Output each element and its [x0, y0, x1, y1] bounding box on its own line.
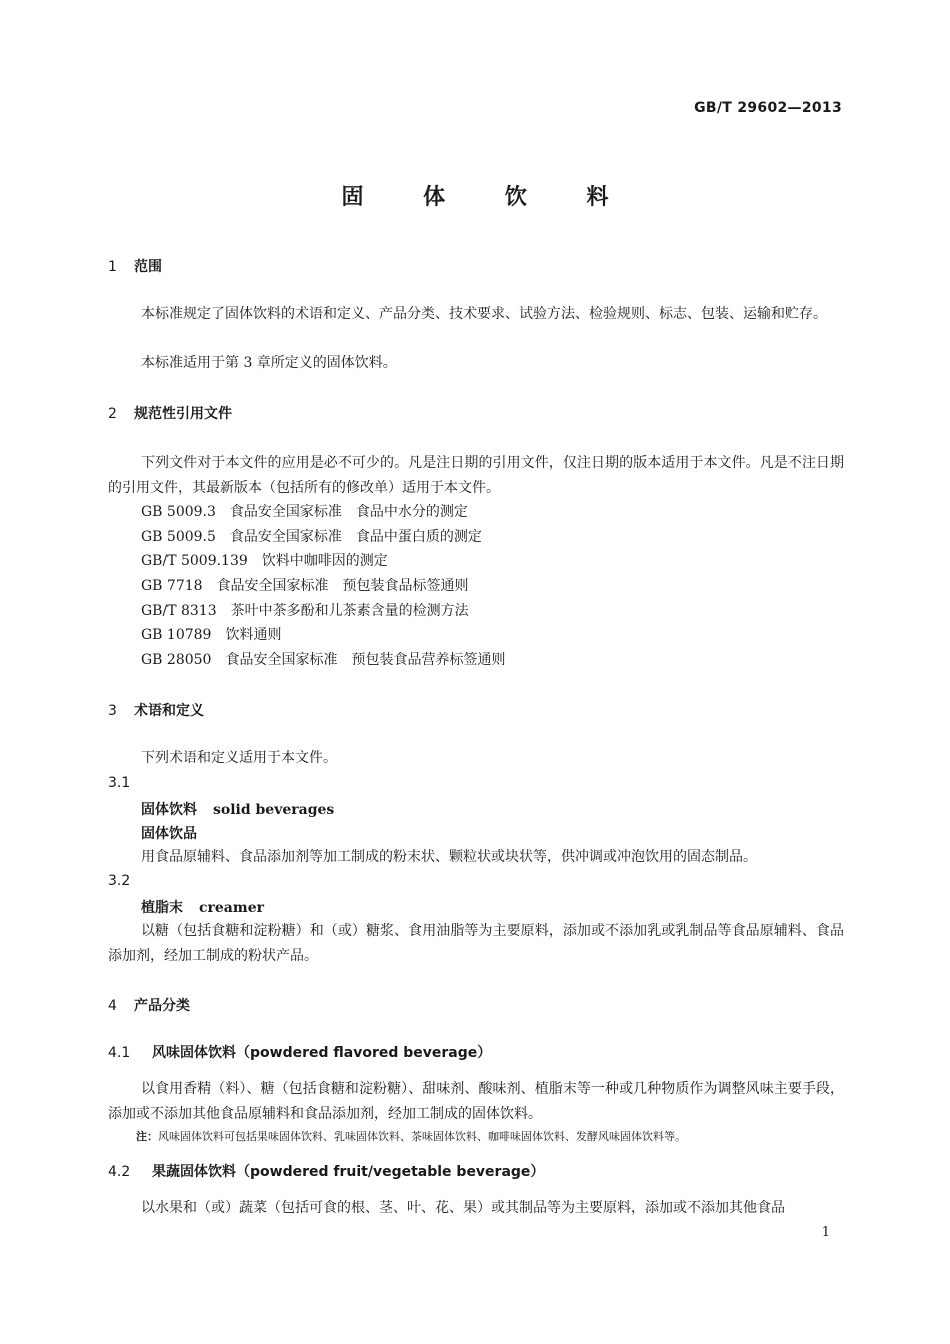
reference-title: 食品安全国家标准 食品中蛋白质的测定 — [229, 529, 482, 545]
reference-title: 饮料中咖啡因的测定 — [261, 553, 388, 569]
reference-item — [141, 549, 388, 574]
subsection-number: 4.2 — [108, 1164, 131, 1180]
note — [136, 1128, 686, 1144]
subsection-number: 4.1 — [108, 1045, 131, 1061]
term-alt-name: 固体饮品 — [141, 826, 197, 842]
reference-item — [141, 648, 505, 673]
note-label: 注： — [136, 1130, 158, 1143]
term-definition: 以糖（包括食糖和淀粉糖）和（或）糖浆、食用油脂等为主要原料，添加或不添加乳或乳制品等食品原辅料、食品添加剂，经加工制成的粉状产品。 — [108, 923, 844, 964]
reference-code: GB/T 5009.139 — [141, 553, 248, 569]
reference-code: GB 28050 — [141, 652, 212, 668]
term-heading — [141, 897, 264, 917]
section-2-paragraph-1: 下列文件对于本文件的应用是必不可少的。凡是注日期的引用文件，仅注日期的版本适用于本文件。凡是不注日期的引用文件，其最新版本（包括所有的修改单）适用于本文件。 — [108, 455, 844, 496]
reference-code: GB 7718 — [141, 578, 203, 594]
subsection-4-2-heading — [108, 1161, 544, 1181]
reference-title: 食品安全国家标准 预包装食品营养标签通则 — [225, 652, 506, 668]
term-number: 3.2 — [108, 873, 131, 889]
section-title: 产品分类 — [134, 998, 190, 1014]
reference-code: GB 10789 — [141, 627, 212, 643]
term-english: creamer — [199, 900, 264, 916]
reference-code: GB 5009.3 — [141, 504, 216, 520]
section-1-paragraph-2: 本标准适用于第 3 章所定义的固体饮料。 — [141, 355, 397, 371]
reference-title: 饮料通则 — [225, 627, 282, 643]
section-title: 术语和定义 — [134, 703, 204, 719]
reference-item — [141, 623, 281, 648]
section-number: 4 — [108, 998, 117, 1014]
section-title: 范围 — [134, 259, 162, 275]
reference-code: GB 5009.5 — [141, 529, 216, 545]
reference-item — [141, 525, 482, 550]
section-4-heading — [108, 995, 190, 1015]
term-name: 固体饮料 — [141, 802, 197, 818]
term-name: 植脂末 — [141, 900, 183, 916]
reference-code: GB/T 8313 — [141, 603, 217, 619]
reference-title: 食品安全国家标准 预包装食品标签通则 — [216, 578, 469, 594]
subsection-4-1-paragraph: 以食用香精（料）、糖（包括食糖和淀粉糖）、甜味剂、酸味剂、植脂末等一种或几种物质作为调整风味主要手段，添加或不添加其他食品原辅料和食品添加剂，经加工制成的固体饮料。 — [108, 1081, 844, 1122]
section-number: 2 — [108, 406, 117, 422]
term-heading — [141, 799, 334, 819]
section-2-heading — [108, 403, 232, 423]
reference-item — [141, 500, 468, 525]
subsection-4-1-heading — [108, 1042, 491, 1062]
subsection-title: 风味固体饮料（powdered flavored beverage） — [152, 1045, 492, 1061]
section-number: 1 — [108, 259, 117, 275]
note-text: 风味固体饮料可包括果味固体饮料、乳味固体饮料、茶味固体饮料、咖啡味固体饮料、发酵风味固体饮料等。 — [158, 1130, 686, 1143]
standard-code: GB/T 29602—2013 — [694, 100, 842, 116]
section-1-paragraph-1: 本标准规定了固体饮料的术语和定义、产品分类、技术要求、试验方法、检验规则、标志、包装、运输和贮存。 — [141, 306, 827, 322]
section-number: 3 — [108, 703, 117, 719]
section-3-heading — [108, 700, 204, 720]
page-number: 1 — [821, 1225, 830, 1240]
term-english: solid beverages — [213, 802, 335, 818]
term-number: 3.1 — [108, 775, 131, 791]
reference-title: 茶叶中茶多酚和儿茶素含量的检测方法 — [230, 603, 469, 619]
section-3-paragraph-1: 下列术语和定义适用于本文件。 — [141, 750, 337, 766]
term-definition: 用食品原辅料、食品添加剂等加工制成的粉末状、颗粒状或块状等，供冲调或冲泡饮用的固态制品。 — [141, 849, 757, 865]
reference-item — [141, 574, 469, 599]
section-title: 规范性引用文件 — [134, 406, 232, 422]
subsection-4-2-paragraph: 以水果和（或）蔬菜（包括可食的根、茎、叶、花、果）或其制品等为主要原料，添加或不添加其他食品 — [141, 1200, 785, 1216]
document-title: 固 体 饮 料 — [341, 185, 635, 210]
section-1-heading — [108, 256, 162, 276]
reference-title: 食品安全国家标准 食品中水分的测定 — [229, 504, 468, 520]
subsection-title: 果蔬固体饮料（powdered fruit/vegetable beverage） — [152, 1164, 545, 1180]
reference-item — [141, 599, 469, 624]
